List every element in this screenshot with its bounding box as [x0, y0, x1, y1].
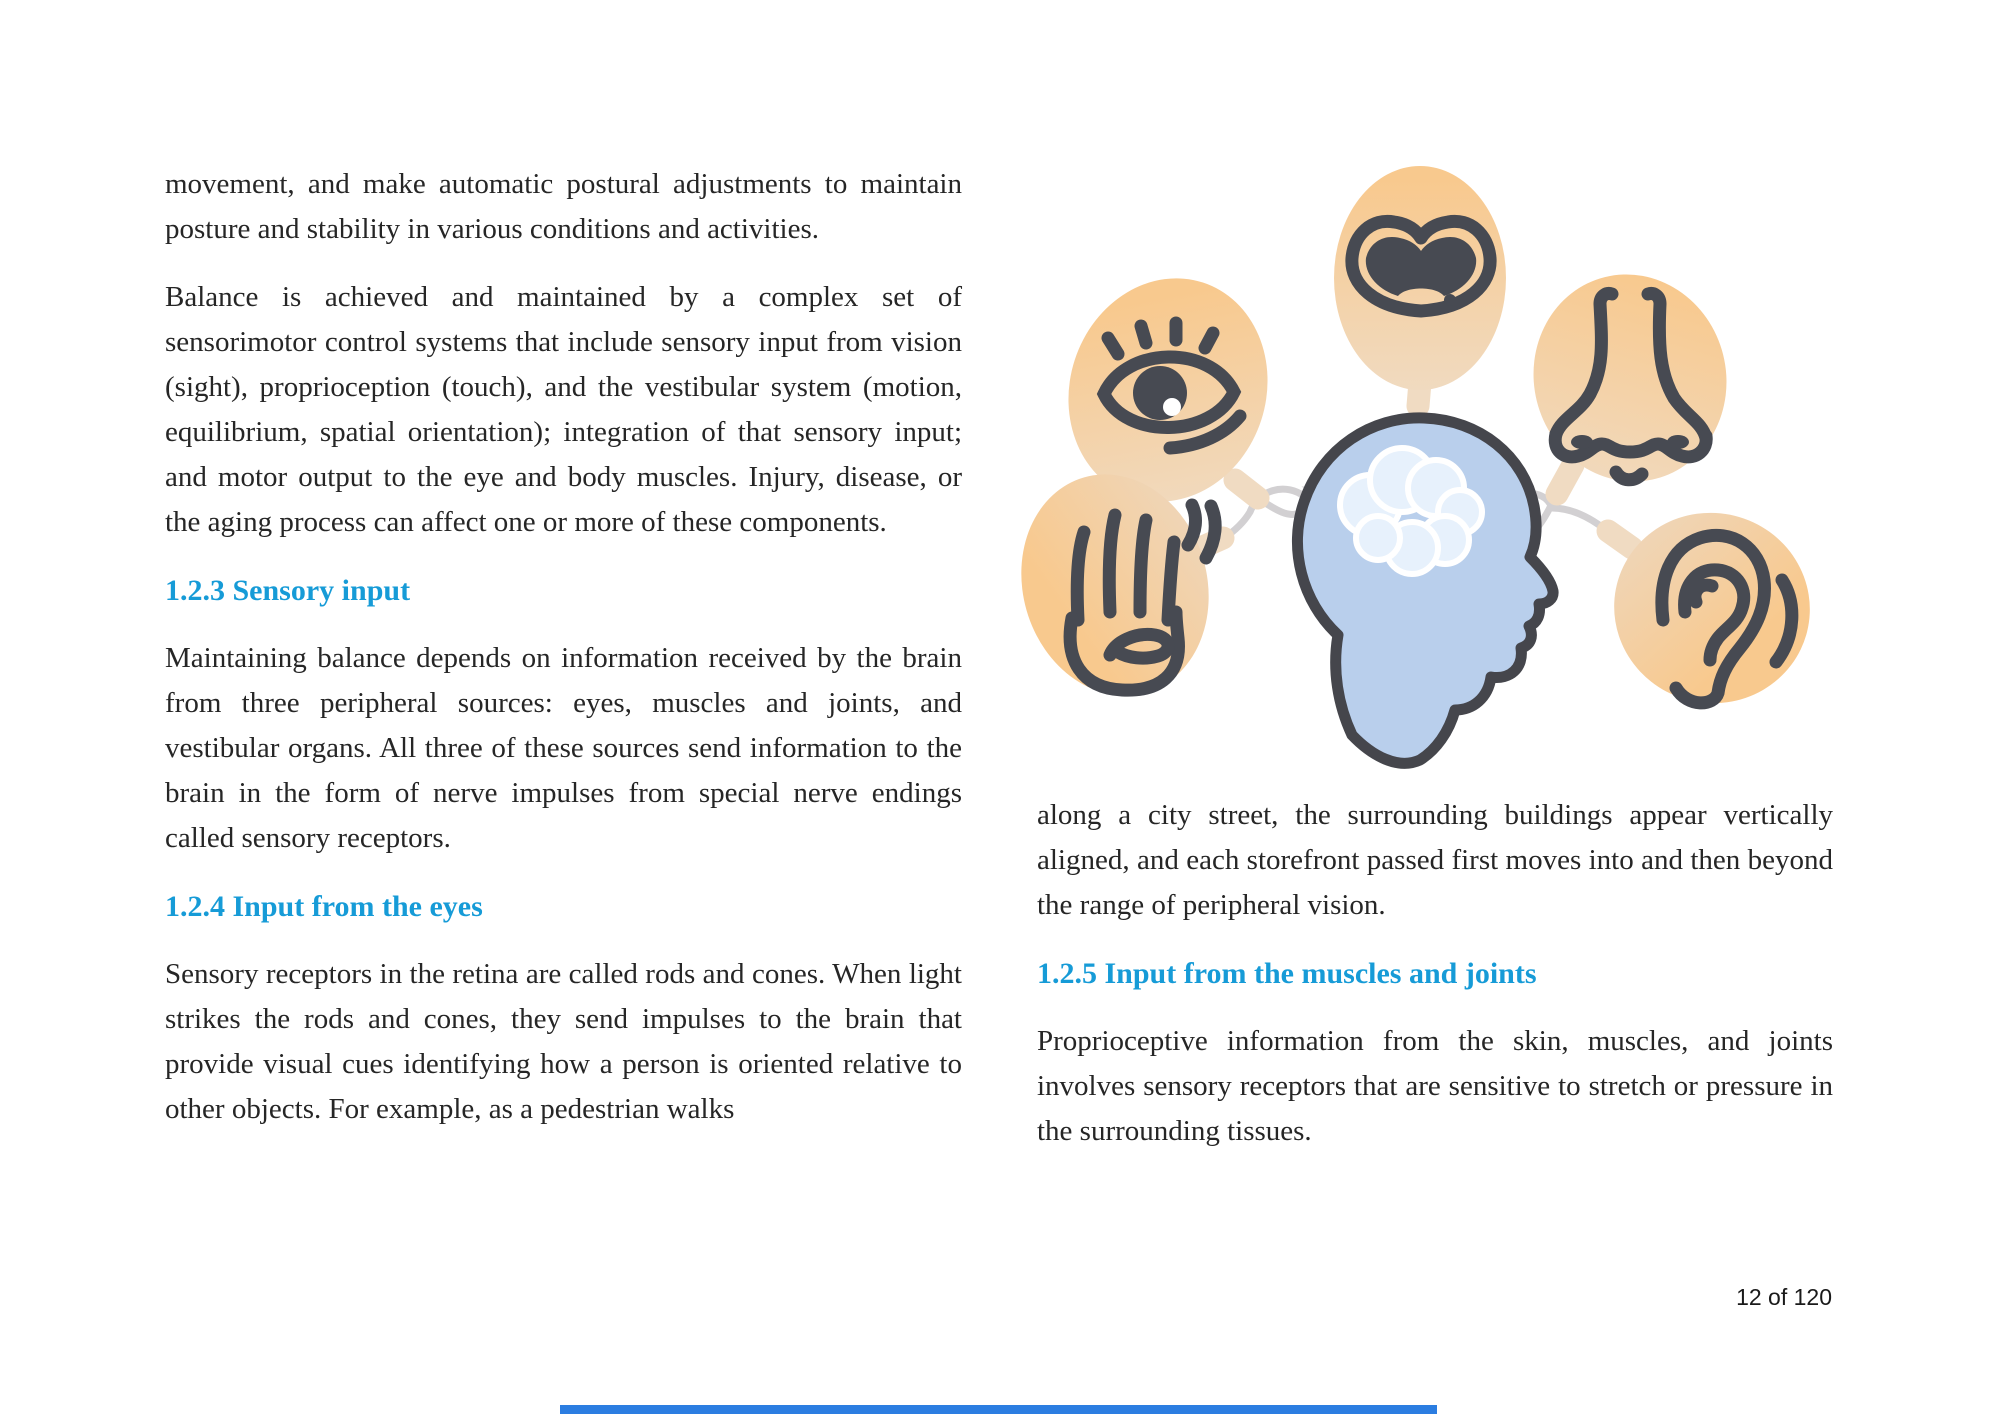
section-heading-1-2-3: 1.2.3 Sensory input [165, 574, 411, 607]
paragraph-sensory-receptors: Sensory receptors in the retina are called rods and cones. When light strikes the rods and cones, they send impulses to the brain that provide visual cues identifying how a person is oriented relative to other objects. For example, as a pedestrian walks [165, 958, 962, 1125]
page-indicator: 12 of 120 [1736, 1284, 1832, 1310]
paragraph-proprioceptive: Proprioceptive information from the skin, muscles, and joints involves sensory receptors that are sensitive to stretch or pressure in the surrounding tissues. [1037, 1025, 1833, 1147]
section-heading-1-2-5: 1.2.5 Input from the muscles and joints [1037, 957, 1537, 990]
right-text-column [1037, 793, 1833, 1177]
paragraph-city-street: along a city street, the surrounding buildings appear vertically aligned, and each storefront passed first moves into and then beyond the range of peripheral vision. [1037, 799, 1833, 921]
section-heading-1-2-4: 1.2.4 Input from the eyes [165, 890, 483, 923]
paragraph-movement: movement, and make automatic postural adjustments to maintain posture and stability in various conditions and activities. [165, 168, 962, 245]
smell-blob [1512, 254, 1749, 502]
bottom-progress-bar[interactable] [560, 1405, 1437, 1414]
left-text-column [165, 162, 962, 1155]
paragraph-maintaining: Maintaining balance depends on information received by the brain from three peripheral sources: eyes, muscles and joints, and vestibular organs. All three of these sources send information to the brain in the form of nerve impulses from special nerve endings called sensory receptors. [165, 642, 962, 854]
five-senses-illustration [1020, 150, 1850, 770]
touch-blob [1020, 452, 1234, 718]
paragraph-balance: Balance is achieved and maintained by a complex set of sensorimotor control systems that include sensory input from vision (sight), proprioception (touch), and the vestibular system (motion, equilibrium, spatial orientation); integration of that sensory input; and motor output to the eye and body muscles. Injury, disease, or the aging process can affect one or more of these components. [165, 281, 962, 538]
five-senses-figure [1020, 150, 1850, 770]
